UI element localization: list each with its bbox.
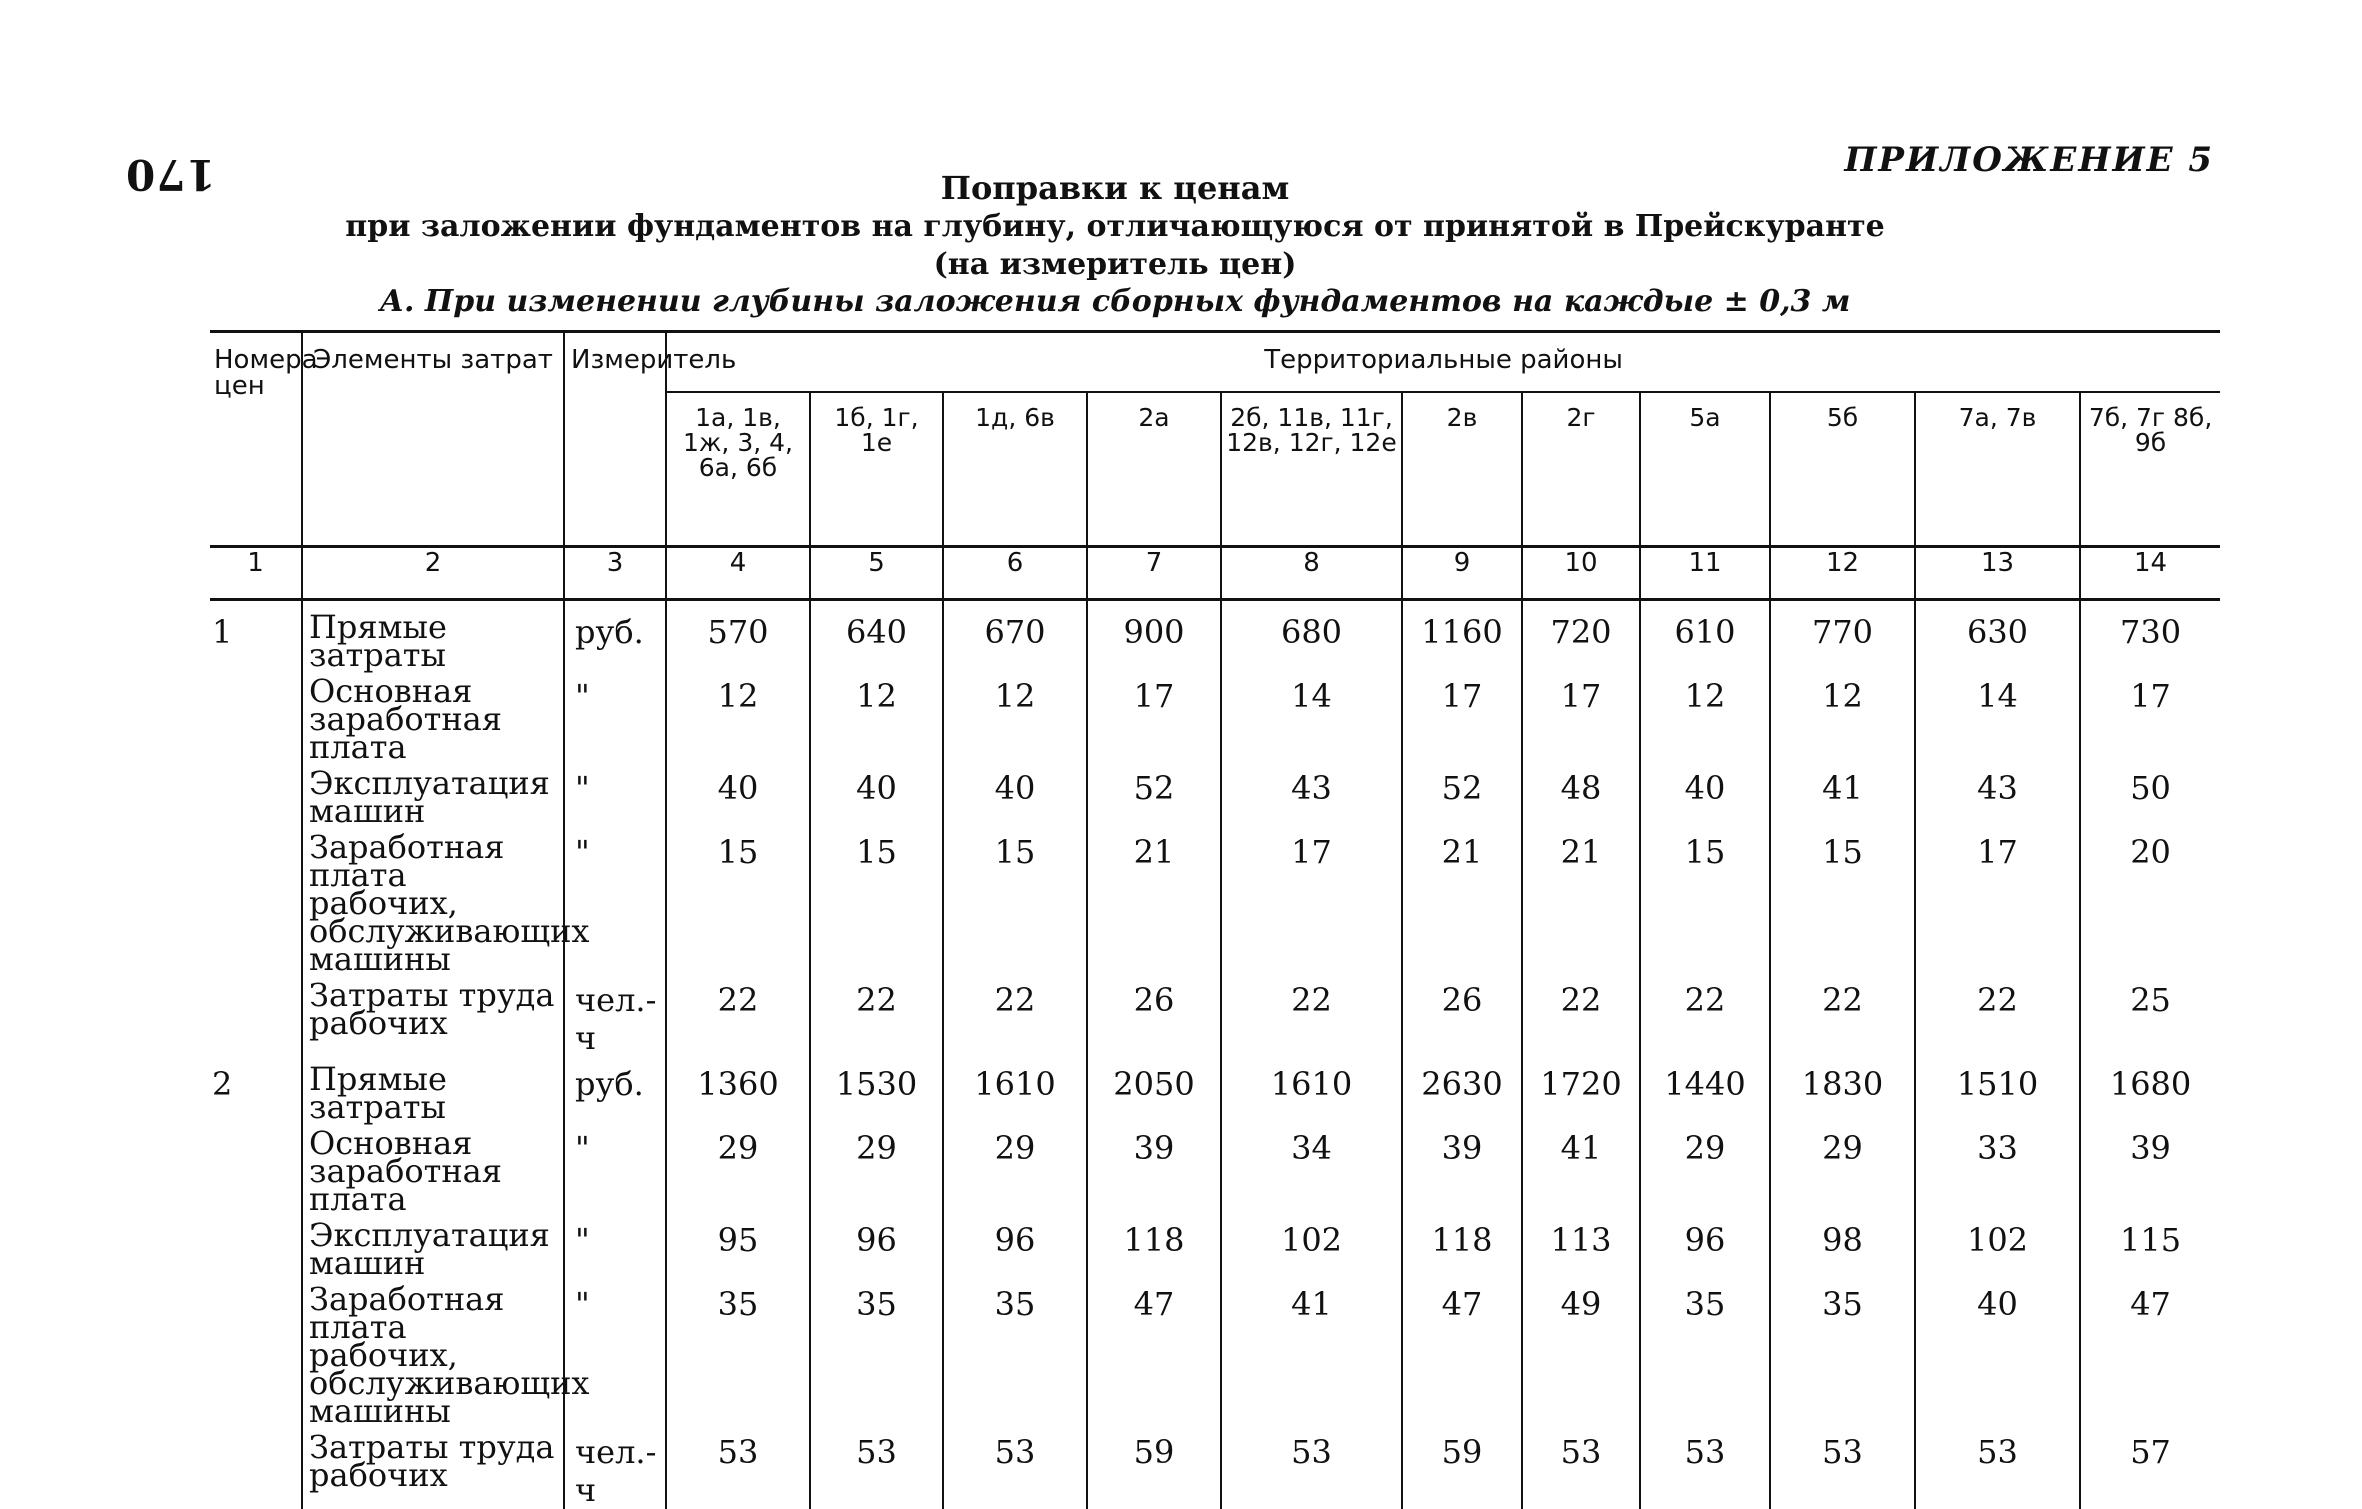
row-value: 59 (1402, 1425, 1522, 1509)
row-value: 39 (1087, 1121, 1221, 1213)
row-value: 35 (943, 1277, 1087, 1425)
header-region: 2г (1522, 392, 1640, 547)
row-cost-element: Прямые затраты (302, 1057, 564, 1121)
column-number: 12 (1770, 547, 1915, 600)
row-value: 770 (1770, 600, 1915, 670)
table-body (210, 600, 2220, 1509)
column-number: 14 (2080, 547, 2220, 600)
column-number: 13 (1915, 547, 2080, 600)
row-value: 39 (2080, 1121, 2220, 1213)
row-value: 680 (1221, 600, 1402, 670)
row-value: 41 (1522, 1121, 1640, 1213)
price-correction-table (210, 330, 2220, 1509)
row-value: 40 (1640, 761, 1770, 825)
row-value: 53 (1640, 1425, 1770, 1509)
table-row (210, 600, 2220, 670)
row-cost-element: Основная заработная плата (302, 1121, 564, 1213)
row-value: 14 (1221, 669, 1402, 761)
title-block (300, 168, 1930, 320)
row-value: 1610 (1221, 1057, 1402, 1121)
header-region: 7а, 7в (1915, 392, 2080, 547)
row-value: 14 (1915, 669, 2080, 761)
row-value: 41 (1221, 1277, 1402, 1425)
row-value: 900 (1087, 600, 1221, 670)
row-value: 20 (2080, 825, 2220, 973)
header-elements: Элементы затрат (302, 332, 564, 547)
row-unit: чел.-ч (564, 973, 666, 1057)
row-cost-element: Заработная плата рабочих, обслуживающих машины (302, 1277, 564, 1425)
row-value: 15 (943, 825, 1087, 973)
row-value: 1510 (1915, 1057, 2080, 1121)
header-region: 5а (1640, 392, 1770, 547)
header-region: 7б, 7г 8б, 9б (2080, 392, 2220, 547)
row-value: 22 (810, 973, 943, 1057)
row-value: 17 (1915, 825, 2080, 973)
title-line-3: (на измеритель цен) (300, 246, 1930, 284)
row-price-number (210, 825, 302, 973)
row-value: 17 (2080, 669, 2220, 761)
row-value: 50 (2080, 761, 2220, 825)
column-number: 8 (1221, 547, 1402, 600)
row-value: 43 (1915, 761, 2080, 825)
row-value: 730 (2080, 600, 2220, 670)
row-value: 15 (810, 825, 943, 973)
row-unit: " (564, 1213, 666, 1277)
row-value: 96 (810, 1213, 943, 1277)
row-value: 47 (1087, 1277, 1221, 1425)
row-unit: руб. (564, 1057, 666, 1121)
row-value: 21 (1402, 825, 1522, 973)
table-row (210, 669, 2220, 761)
row-unit: " (564, 825, 666, 973)
row-value: 29 (1640, 1121, 1770, 1213)
row-value: 2630 (1402, 1057, 1522, 1121)
row-value: 35 (666, 1277, 810, 1425)
row-value: 53 (1915, 1425, 2080, 1509)
row-price-number (210, 1277, 302, 1425)
row-value: 12 (810, 669, 943, 761)
row-unit: чел.-ч (564, 1425, 666, 1509)
row-value: 17 (1087, 669, 1221, 761)
column-number: 4 (666, 547, 810, 600)
row-value: 12 (943, 669, 1087, 761)
row-value: 670 (943, 600, 1087, 670)
row-price-number: 2 (210, 1057, 302, 1121)
header-region: 2б, 11в, 11г, 12в, 12г, 12е (1221, 392, 1402, 547)
row-value: 29 (810, 1121, 943, 1213)
row-value: 48 (1522, 761, 1640, 825)
row-value: 57 (2080, 1425, 2220, 1509)
row-value: 12 (1640, 669, 1770, 761)
column-number: 5 (810, 547, 943, 600)
row-value: 22 (1221, 973, 1402, 1057)
row-price-number (210, 1121, 302, 1213)
table-row (210, 825, 2220, 973)
row-price-number (210, 1213, 302, 1277)
row-unit: " (564, 1121, 666, 1213)
row-value: 35 (1640, 1277, 1770, 1425)
row-value: 17 (1402, 669, 1522, 761)
row-value: 115 (2080, 1213, 2220, 1277)
row-value: 720 (1522, 600, 1640, 670)
row-value: 49 (1522, 1277, 1640, 1425)
row-value: 21 (1087, 825, 1221, 973)
row-value: 53 (1522, 1425, 1640, 1509)
row-value: 22 (943, 973, 1087, 1057)
row-value: 40 (810, 761, 943, 825)
row-value: 29 (666, 1121, 810, 1213)
row-value: 47 (2080, 1277, 2220, 1425)
table-row (210, 761, 2220, 825)
row-value: 630 (1915, 600, 2080, 670)
row-cost-element: Основная заработная плата (302, 669, 564, 761)
row-value: 53 (1221, 1425, 1402, 1509)
row-value: 1160 (1402, 600, 1522, 670)
row-value: 15 (1640, 825, 1770, 973)
appendix-label: ПРИЛОЖЕНИЕ 5 (1844, 140, 2214, 180)
header-region: 1а, 1в, 1ж, 3, 4, 6а, 6б (666, 392, 810, 547)
row-value: 570 (666, 600, 810, 670)
row-value: 1610 (943, 1057, 1087, 1121)
row-value: 610 (1640, 600, 1770, 670)
row-value: 53 (810, 1425, 943, 1509)
row-value: 26 (1402, 973, 1522, 1057)
row-price-number: 1 (210, 600, 302, 670)
row-unit: " (564, 669, 666, 761)
row-cost-element: Эксплуатация машин (302, 1213, 564, 1277)
column-number: 11 (1640, 547, 1770, 600)
row-cost-element: Затраты труда рабочих (302, 973, 564, 1057)
row-value: 53 (943, 1425, 1087, 1509)
row-value: 34 (1221, 1121, 1402, 1213)
row-price-number (210, 973, 302, 1057)
row-value: 1830 (1770, 1057, 1915, 1121)
row-cost-element: Прямые затраты (302, 600, 564, 670)
row-value: 1720 (1522, 1057, 1640, 1121)
column-number: 6 (943, 547, 1087, 600)
row-cost-element: Затраты труда рабочих (302, 1425, 564, 1509)
row-value: 17 (1522, 669, 1640, 761)
row-value: 59 (1087, 1425, 1221, 1509)
row-value: 39 (1402, 1121, 1522, 1213)
table-row (210, 1213, 2220, 1277)
row-value: 22 (1640, 973, 1770, 1057)
row-value: 102 (1221, 1213, 1402, 1277)
table-row (210, 1057, 2220, 1121)
row-value: 40 (1915, 1277, 2080, 1425)
row-price-number (210, 761, 302, 825)
column-number: 10 (1522, 547, 1640, 600)
row-value: 40 (943, 761, 1087, 825)
title-line-2: при заложении фундаментов на глубину, отличающуюся от принятой в Прейскуранте (300, 208, 1930, 246)
row-unit: " (564, 1277, 666, 1425)
column-number: 9 (1402, 547, 1522, 600)
row-value: 12 (666, 669, 810, 761)
row-value: 118 (1087, 1213, 1221, 1277)
row-price-number (210, 669, 302, 761)
table-row (210, 1121, 2220, 1213)
header-unit: Измеритель (564, 332, 666, 547)
row-value: 113 (1522, 1213, 1640, 1277)
row-value: 22 (1522, 973, 1640, 1057)
header-region: 1б, 1г, 1е (810, 392, 943, 547)
row-cost-element: Заработная плата рабочих, обслуживающих машины (302, 825, 564, 973)
row-value: 40 (666, 761, 810, 825)
row-value: 21 (1522, 825, 1640, 973)
row-price-number (210, 1425, 302, 1509)
row-value: 52 (1087, 761, 1221, 825)
row-value: 96 (1640, 1213, 1770, 1277)
header-region: 2а (1087, 392, 1221, 547)
row-value: 96 (943, 1213, 1087, 1277)
header-territorial: Территориальные районы (666, 332, 2220, 393)
row-value: 12 (1770, 669, 1915, 761)
row-unit: " (564, 761, 666, 825)
column-number: 3 (564, 547, 666, 600)
row-value: 15 (666, 825, 810, 973)
row-value: 640 (810, 600, 943, 670)
table-row (210, 1277, 2220, 1425)
row-value: 35 (810, 1277, 943, 1425)
row-value: 118 (1402, 1213, 1522, 1277)
row-value: 53 (1770, 1425, 1915, 1509)
row-value: 25 (2080, 973, 2220, 1057)
row-unit: руб. (564, 600, 666, 670)
row-value: 52 (1402, 761, 1522, 825)
row-value: 53 (666, 1425, 810, 1509)
title-line-1: Поправки к ценам (300, 168, 1930, 208)
header-num: Номера цен (210, 332, 302, 547)
row-value: 22 (666, 973, 810, 1057)
row-cost-element: Эксплуатация машин (302, 761, 564, 825)
table-row (210, 973, 2220, 1057)
row-value: 1440 (1640, 1057, 1770, 1121)
row-value: 35 (1770, 1277, 1915, 1425)
row-value: 22 (1915, 973, 2080, 1057)
row-value: 2050 (1087, 1057, 1221, 1121)
row-value: 43 (1221, 761, 1402, 825)
row-value: 47 (1402, 1277, 1522, 1425)
row-value: 102 (1915, 1213, 2080, 1277)
column-number: 1 (210, 547, 302, 600)
row-value: 33 (1915, 1121, 2080, 1213)
row-value: 98 (1770, 1213, 1915, 1277)
row-value: 29 (943, 1121, 1087, 1213)
column-number-row (210, 547, 2220, 600)
row-value: 17 (1221, 825, 1402, 973)
header-region: 2в (1402, 392, 1522, 547)
header-region: 5б (1770, 392, 1915, 547)
row-value: 15 (1770, 825, 1915, 973)
row-value: 29 (1770, 1121, 1915, 1213)
row-value: 1360 (666, 1057, 810, 1121)
row-value: 1530 (810, 1057, 943, 1121)
page-number: 170 (125, 150, 216, 199)
column-number: 2 (302, 547, 564, 600)
row-value: 41 (1770, 761, 1915, 825)
row-value: 26 (1087, 973, 1221, 1057)
row-value: 95 (666, 1213, 810, 1277)
subtitle-section-a: А. При изменении глубины заложения сборных фундаментов на каждые ± 0,3 м (300, 284, 1930, 320)
row-value: 22 (1770, 973, 1915, 1057)
header-region: 1д, 6в (943, 392, 1087, 547)
column-number: 7 (1087, 547, 1221, 600)
row-value: 1680 (2080, 1057, 2220, 1121)
table-row (210, 1425, 2220, 1509)
